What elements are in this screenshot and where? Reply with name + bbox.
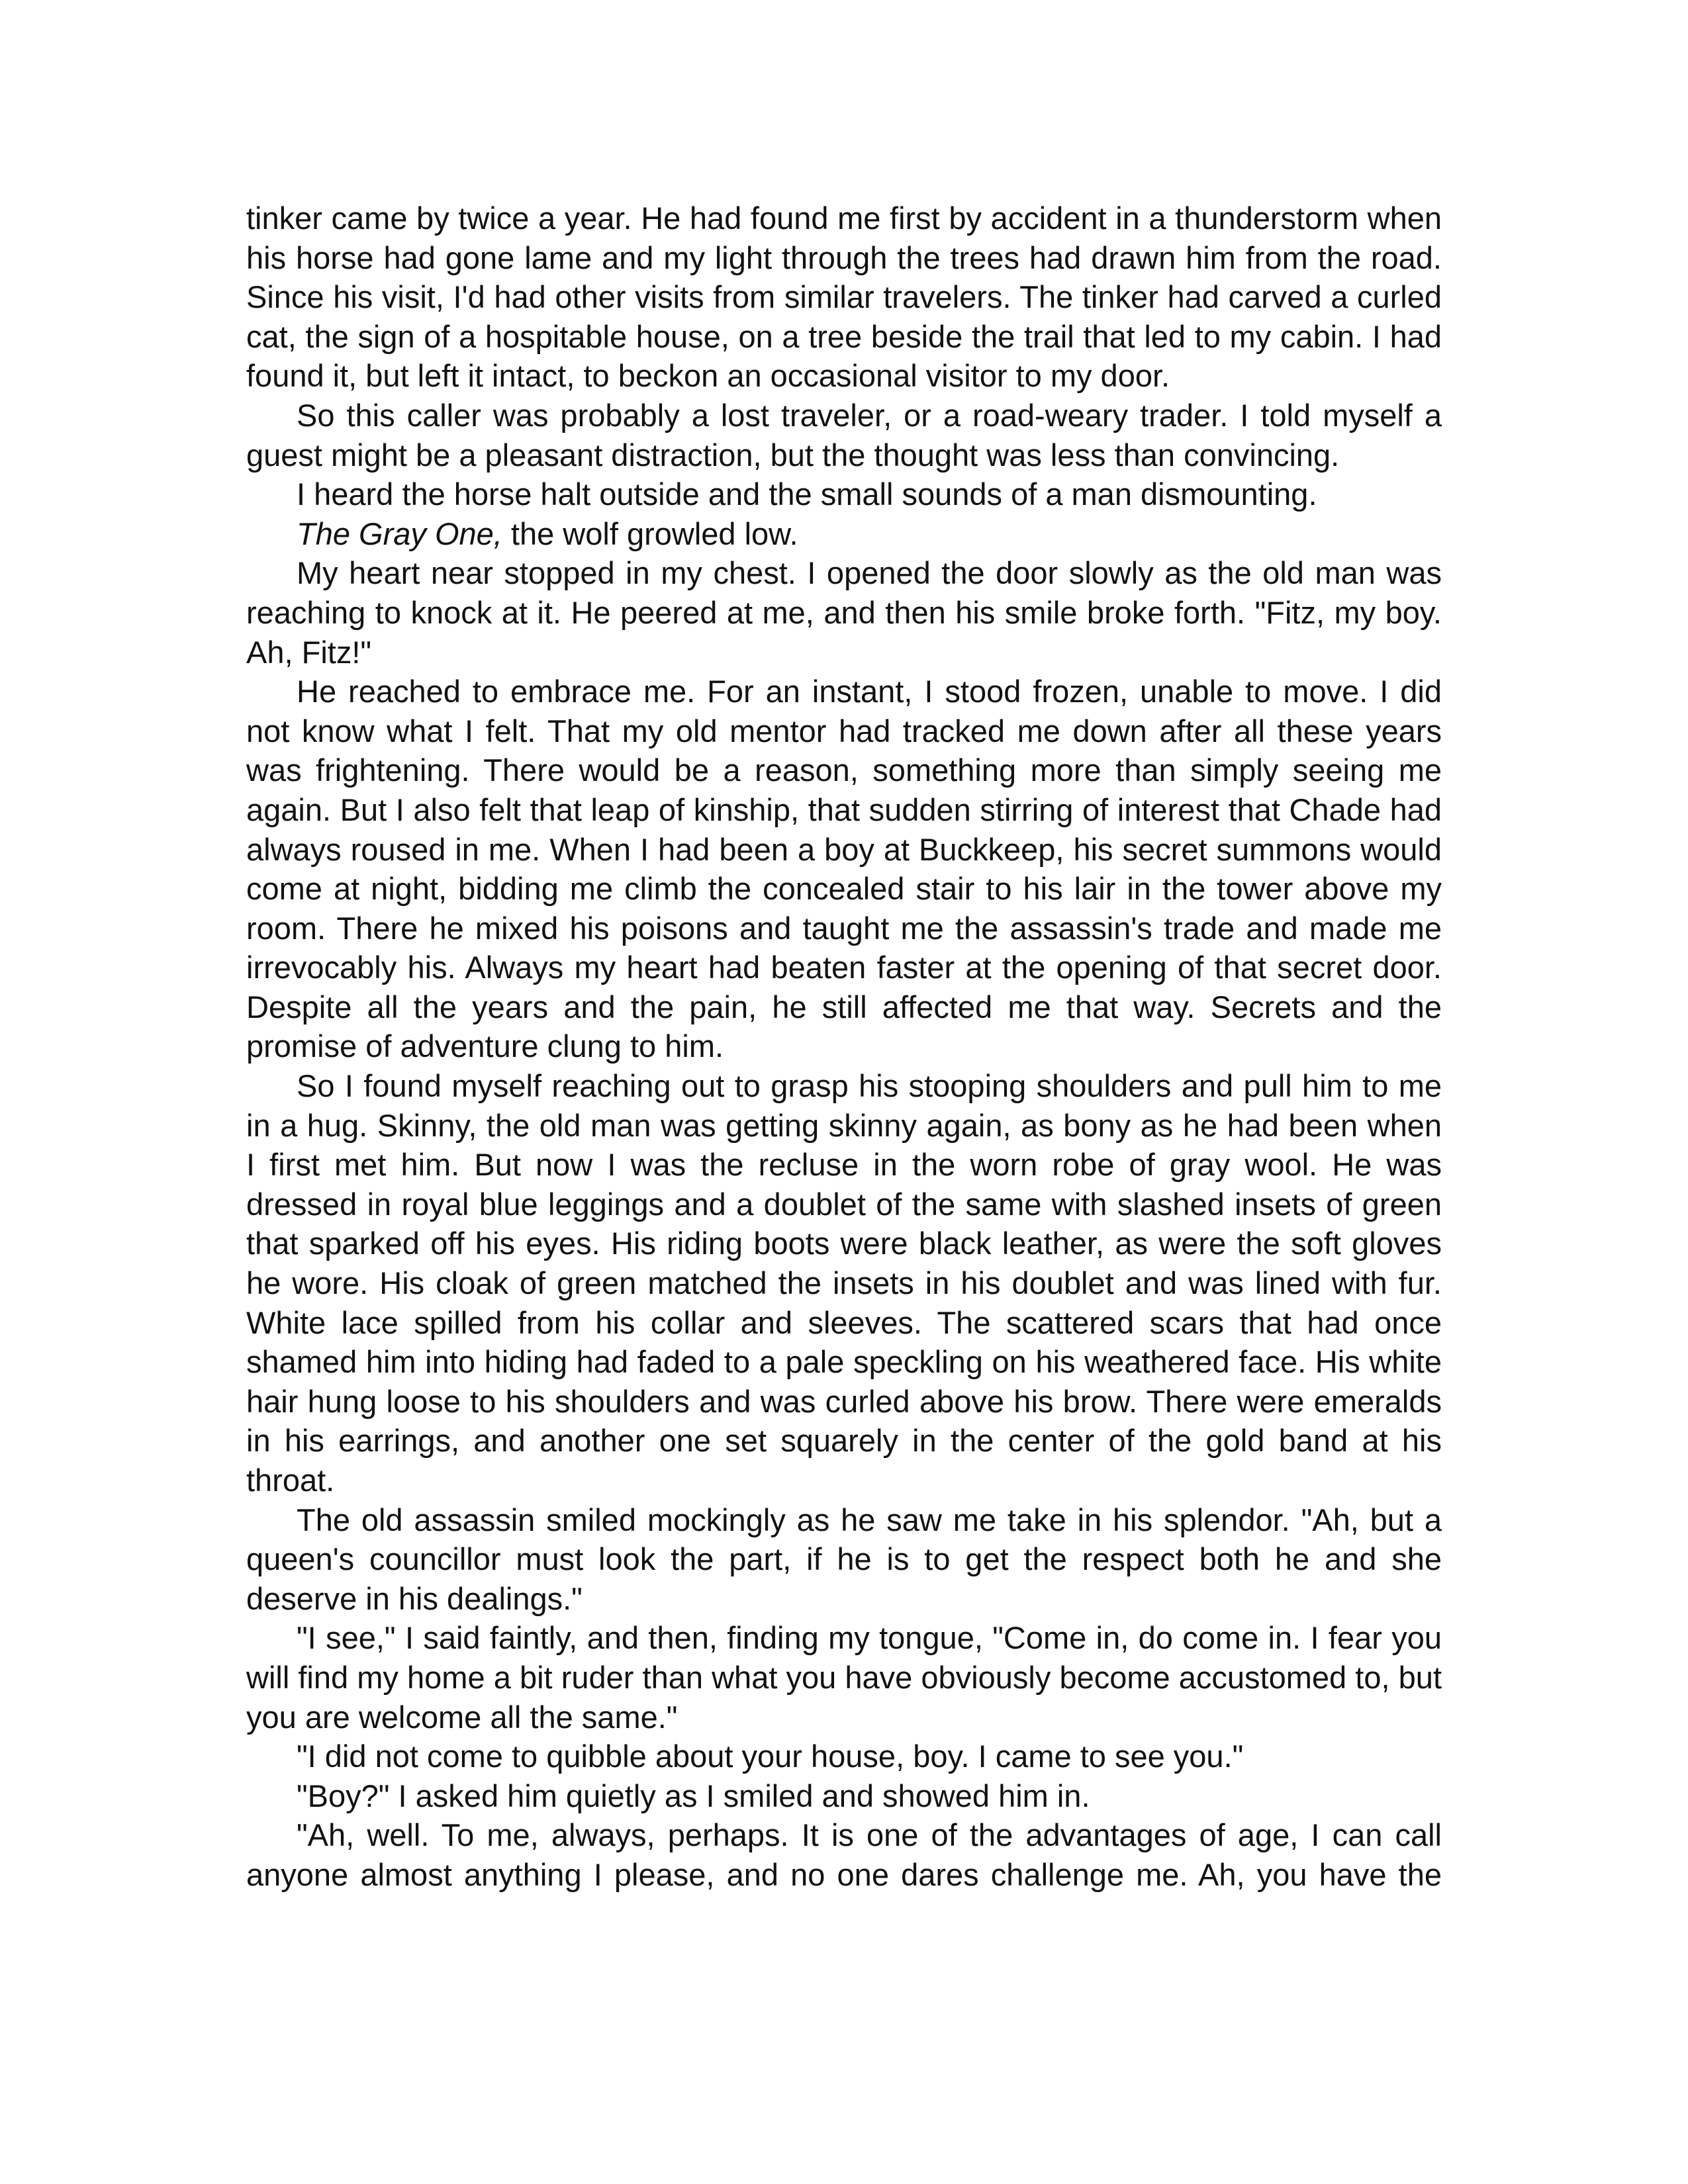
paragraph-2: So this caller was probably a lost traveler, or a road-weary trader. I told myself a guest might be a pleasant distraction, but the thought was less than convincing. [246, 397, 1442, 473]
paragraph-4-rest: the wolf growled low. [502, 516, 798, 551]
paragraph-6: He reached to embrace me. For an instant, I stood frozen, unable to move. I did not know what I felt. That my old mentor had tracked me down after all these years was frightening. There would be a reason, something more than simply seeing me again. But I also felt that leap of kinship, that sudden stirring of interest that Chade had always roused in me. When I had been a boy at Buckkeep, his secret summons would come at night, bidding me climb the concealed stair to his lair in the tower above my room. There he mixed his poisons and taught me the assassin's trade and made me irrevocably his. Always my heart had beaten faster at the opening of that secret door. Despite all the years and the pain, he still affected me that way. Secrets and the promise of adventure clung to him. [246, 674, 1442, 1064]
paragraph-8: The old assassin smiled mockingly as he saw me take in his splendor. "Ah, but a queen's councillor must look the part, if he is to get the respect both he and she deserve in his dealings." [246, 1502, 1442, 1616]
paragraph-9: "I see," I said faintly, and then, finding my tongue, "Come in, do come in. I fear you will find my home a bit ruder than what you have obviously become accustomed to, but you are welcome all the same." [246, 1620, 1442, 1735]
paragraph-4 [246, 514, 1442, 554]
paragraph-7: So I found myself reaching out to grasp his stooping shoulders and pull him to me in a hug. Skinny, the old man was getting skinny again, as bony as he had been when I first met him. But now I was the recluse in the worn robe of gray wool. He was dressed in royal blue leggings and a doublet of the same with slashed insets of green that sparked off his eyes. His riding boots were black leather, as were the soft gloves he wore. His cloak of green matched the insets in his doublet and was lined with fur. White lace spilled from his collar and sleeves. The scattered scars that had once shamed him into hiding had faded to a pale speckling on his weathered face. His white hair hung loose to his shoulders and was curled above his brow. There were emeralds in his earrings, and another one set squarely in the center of the gold band at his throat. [246, 1068, 1442, 1498]
paragraph-1: tinker came by twice a year. He had found me first by accident in a thunderstorm when his horse had gone lame and my light through the trees had drawn him from the road. Since his visit, I'd had other visits from similar travelers. The tinker had carved a curled cat, the sign of a hospitable house, on a tree beside the trail that led to my cabin. I had found it, but left it intact, to beckon an occasional visitor to my door. [246, 201, 1442, 394]
italic-phrase: The Gray One, [297, 516, 502, 551]
paragraph-10: "I did not come to quibble about your house, boy. I came to see you." [297, 1739, 1244, 1774]
paragraph-5: My heart near stopped in my chest. I opened the door slowly as the old man was reaching to knock at it. He peered at me, and then his smile broke forth. "Fitz, my boy. Ah, Fitz!" [246, 555, 1442, 670]
paragraph-12: "Ah, well. To me, always, perhaps. It is one of the advantages of age, I can call anyone almost anything I please, and no one dares challenge me. Ah, you have the [246, 1817, 1442, 1892]
page-body [246, 199, 1442, 1895]
paragraph-11: "Boy?" I asked him quietly as I smiled and showed him in. [297, 1778, 1090, 1813]
paragraph-3: I heard the horse halt outside and the small sounds of a man dismounting. [297, 477, 1317, 512]
